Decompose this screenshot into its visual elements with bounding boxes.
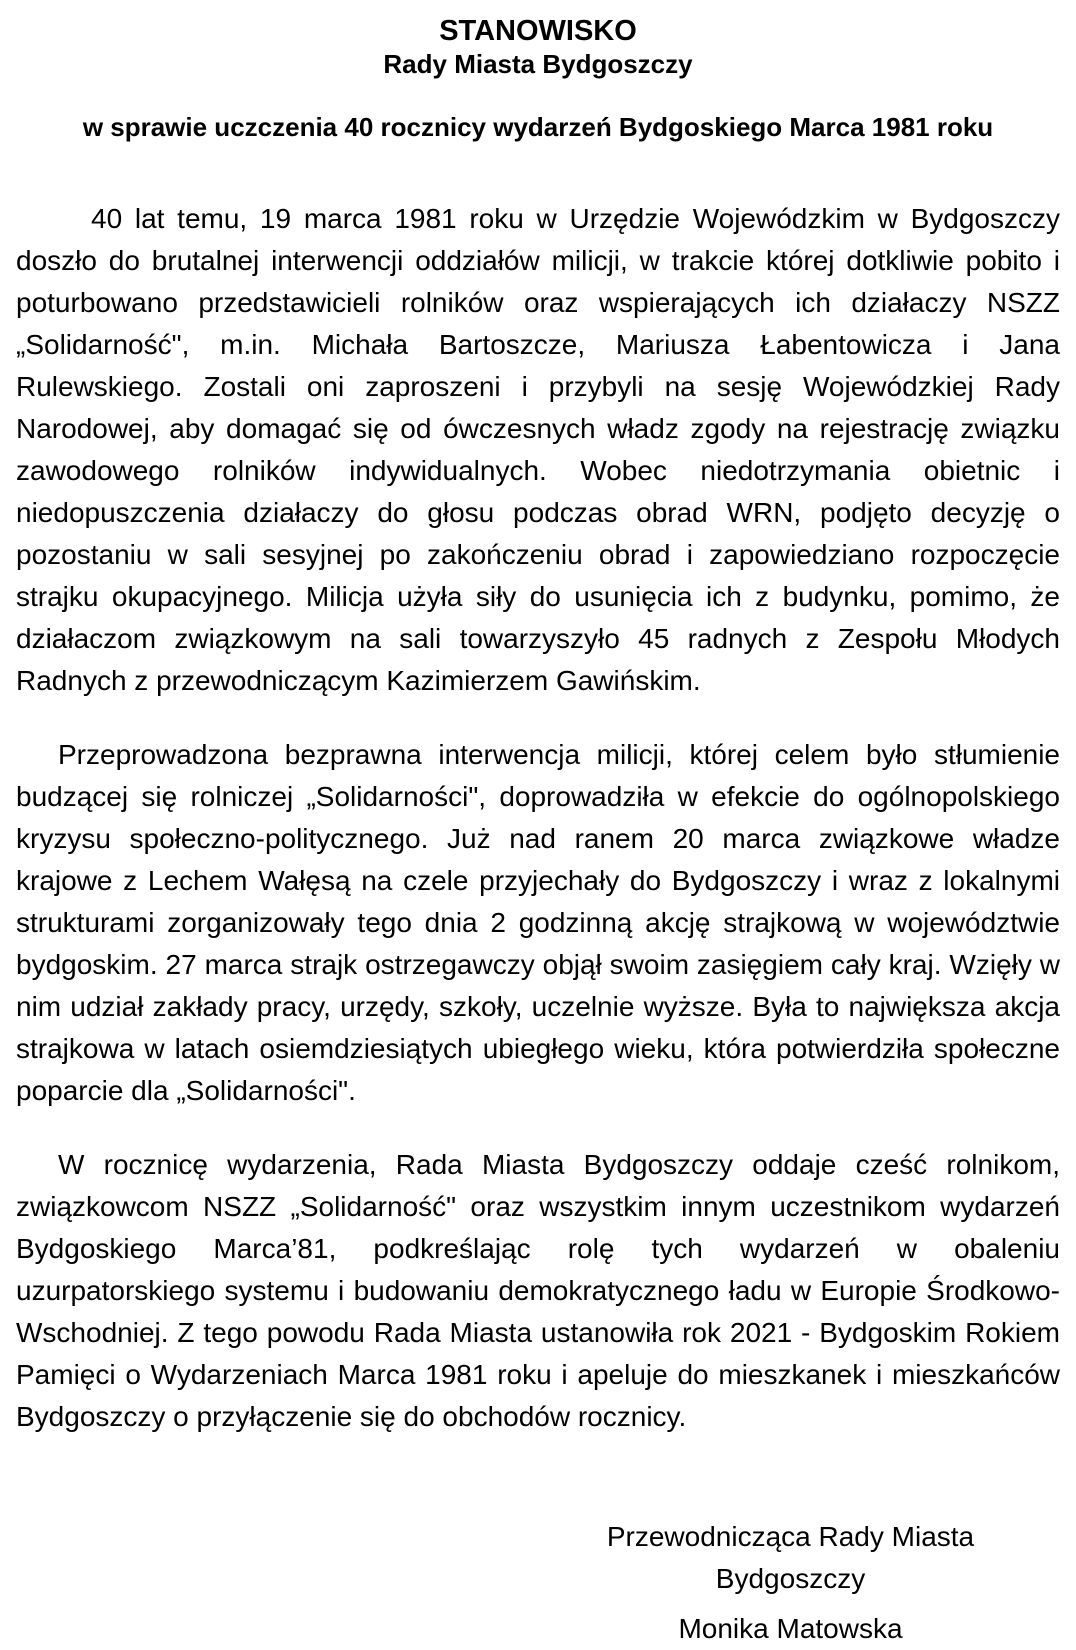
signature-block xyxy=(554,1516,1027,1650)
document-title: STANOWISKO xyxy=(439,15,637,47)
document-subject-line: w sprawie uczczenia 40 rocznicy wydarzeń Bydgoskiego Marca 1981 roku xyxy=(82,112,994,142)
document-subtitle: Rady Miasta Bydgoszczy xyxy=(383,49,693,79)
signature-name: Monika Matowska xyxy=(678,1613,903,1644)
document-body xyxy=(16,198,1060,1438)
paragraph-1: 40 lat temu, 19 marca 1981 roku w Urzędzie Wojewódzkim w Bydgoszczy doszło do brutalnej interwencji oddziałów milicji, w trakcie której dotkliwie pobito i poturbowano przedstawicieli rolników oraz wspierających ich działaczy NSZZ „Solidarność", m.in. Michała Bartoszcze, Mariusza Łabentowicza i Jana Rulewskiego. Zostali oni zaproszeni i przybyli na sesję Wojewódzkiej Rady Narodowej, aby domagać się od ówczesnych władz zgody na rejestrację związku zawodowego rolników indywidualnych. Wobec niedotrzymania obietnic i niedopuszczenia działaczy do głosu podczas obrad WRN, podjęto decyzję o pozostaniu w sali sesyjnej po zakończeniu obrad i zapowiedziano rozpoczęcie strajku okupacyjnego. Milicja użyła siły do usunięcia ich z budynku, pomimo, że działaczom związkowym na sali towarzyszyło 45 radnych z Zespołu Młodych Radnych z przewodniczącym Kazimierzem Gawińskim. xyxy=(16,203,1060,696)
signature-role: Przewodnicząca Rady Miasta Bydgoszczy xyxy=(606,1521,975,1594)
paragraph-3: W rocznicę wydarzenia, Rada Miasta Bydgoszczy oddaje cześć rolnikom, związkowcom NSZZ „Solidarność" oraz wszystkim innym uczestnikom wydarzeń Bydgoskiego Marca’81, podkreślając rolę tych wydarzeń w obaleniu uzurpatorskiego systemu i budowaniu demokratycznego ładu w Europie Środkowo-Wschodniej. Z tego powodu Rada Miasta ustanowiła rok 2021 - Bydgoskim Rokiem Pamięci o Wydarzeniach Marca 1981 roku i apeluje do mieszkanek i mieszkańców Bydgoszczy o przyłączenie się do obchodów rocznicy. xyxy=(16,1149,1060,1432)
paragraph-2: Przeprowadzona bezprawna interwencja milicji, której celem było stłumienie budzącej się rolniczej „Solidarności", doprowadziła w efekcie do ogólnopolskiego kryzysu społeczno-politycznego. Już nad ranem 20 marca związkowe władze krajowe z Lechem Wałęsą na czele przyjechały do Bydgoszczy i wraz z lokalnymi strukturami zorganizowały tego dnia 2 godzinną akcję strajkową w województwie bydgoskim. 27 marca strajk ostrzegawczy objął swoim zasięgiem cały kraj. Wzięły w nim udział zakłady pracy, urzędy, szkoły, uczelnie wyższe. Była to największa akcja strajkowa w latach osiemdziesiątych ubiegłego wieku, która potwierdziła społeczne poparcie dla „Solidarności". xyxy=(16,739,1060,1106)
